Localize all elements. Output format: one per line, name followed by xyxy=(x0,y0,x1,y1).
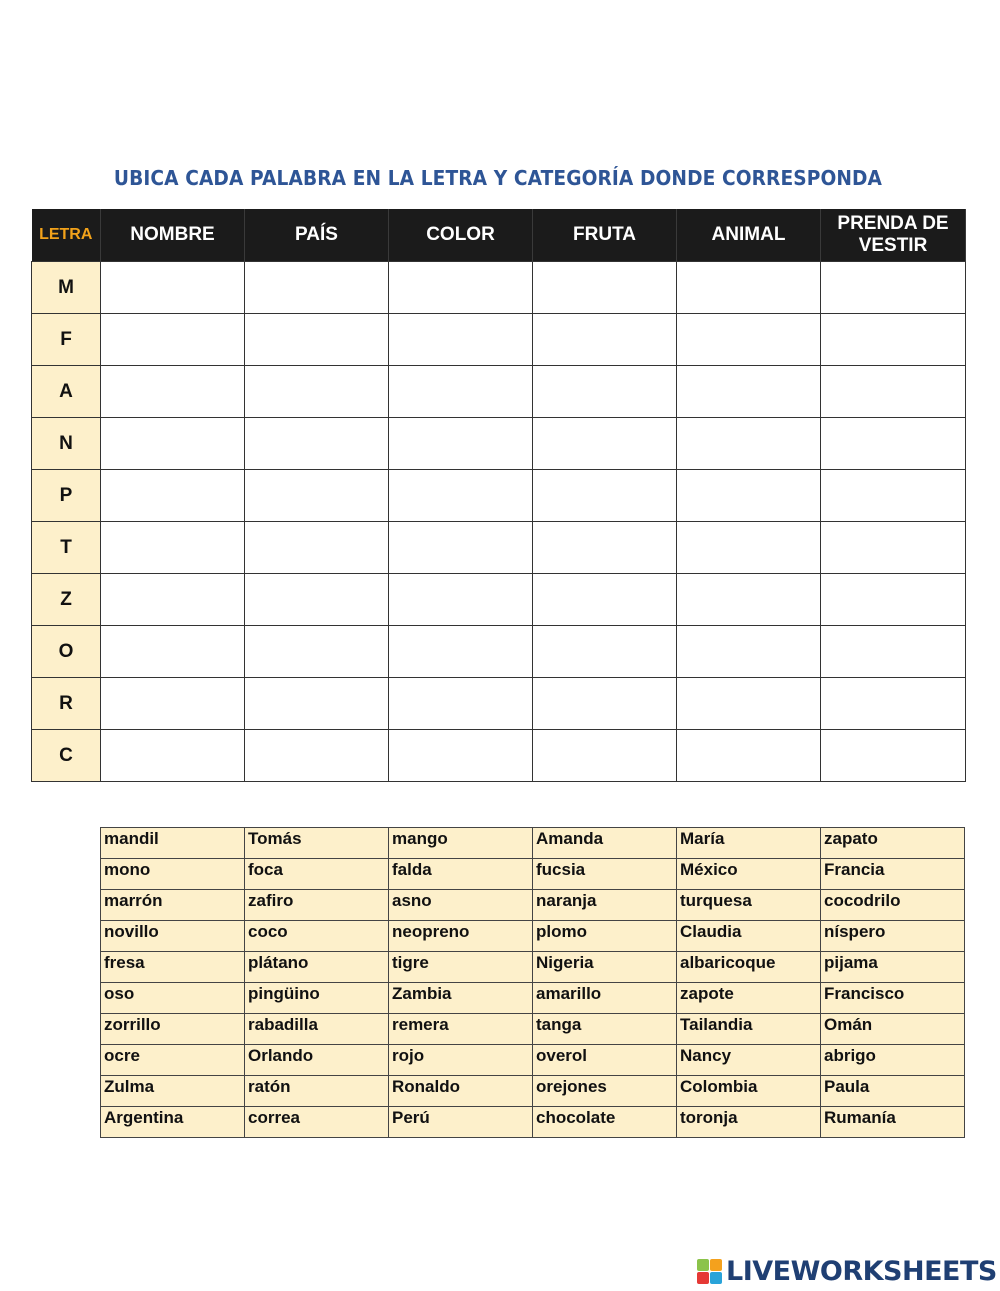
answer-cell[interactable] xyxy=(677,470,821,522)
word-bank-row xyxy=(101,1014,965,1045)
word-item[interactable]: Francisco xyxy=(821,983,965,1014)
word-item[interactable]: albaricoque xyxy=(677,952,821,983)
answer-cell[interactable] xyxy=(101,574,245,626)
answer-cell[interactable] xyxy=(677,678,821,730)
answer-cell[interactable] xyxy=(677,522,821,574)
answer-cell[interactable] xyxy=(533,262,677,314)
row-letter: R xyxy=(32,678,101,730)
answer-cell[interactable] xyxy=(389,470,533,522)
column-header: COLOR xyxy=(389,209,533,262)
word-item[interactable]: Zulma xyxy=(101,1076,245,1107)
answer-cell[interactable] xyxy=(101,730,245,782)
answer-cell[interactable] xyxy=(245,314,389,366)
grid-row xyxy=(32,522,966,574)
word-item[interactable]: amarillo xyxy=(533,983,677,1014)
answer-cell[interactable] xyxy=(533,366,677,418)
word-item[interactable]: zorrillo xyxy=(101,1014,245,1045)
word-item[interactable]: México xyxy=(677,859,821,890)
logo-mark-tile xyxy=(697,1259,709,1271)
answer-cell[interactable] xyxy=(677,314,821,366)
answer-cell[interactable] xyxy=(389,574,533,626)
word-item[interactable]: Francia xyxy=(821,859,965,890)
word-item[interactable]: níspero xyxy=(821,921,965,952)
word-item[interactable]: Tomás xyxy=(245,828,389,859)
grid-row xyxy=(32,366,966,418)
word-item[interactable]: neopreno xyxy=(389,921,533,952)
word-item[interactable]: Perú xyxy=(389,1107,533,1138)
word-bank-row xyxy=(101,1107,965,1138)
word-item[interactable]: ratón xyxy=(245,1076,389,1107)
word-item[interactable]: mandil xyxy=(101,828,245,859)
answer-cell[interactable] xyxy=(389,418,533,470)
answer-cell[interactable] xyxy=(101,366,245,418)
answer-cell[interactable] xyxy=(533,730,677,782)
answer-cell[interactable] xyxy=(677,366,821,418)
word-item[interactable]: toronja xyxy=(677,1107,821,1138)
word-bank-row xyxy=(101,1045,965,1076)
word-item[interactable]: Orlando xyxy=(245,1045,389,1076)
logo-text: LIVEWORKSHEETS xyxy=(726,1255,997,1287)
word-item[interactable]: Zambia xyxy=(389,983,533,1014)
word-item[interactable]: orejones xyxy=(533,1076,677,1107)
word-item[interactable]: rojo xyxy=(389,1045,533,1076)
grid-row xyxy=(32,314,966,366)
column-header: NOMBRE xyxy=(101,209,245,262)
word-item[interactable]: rabadilla xyxy=(245,1014,389,1045)
answer-cell[interactable] xyxy=(245,730,389,782)
word-item[interactable]: fucsia xyxy=(533,859,677,890)
column-header: PAÍS xyxy=(245,209,389,262)
word-bank-row xyxy=(101,1076,965,1107)
answer-cell[interactable] xyxy=(533,418,677,470)
column-header: ANIMAL xyxy=(677,209,821,262)
answer-cell[interactable] xyxy=(677,626,821,678)
word-item[interactable]: foca xyxy=(245,859,389,890)
word-item[interactable]: cocodrilo xyxy=(821,890,965,921)
answer-cell[interactable] xyxy=(101,626,245,678)
word-item[interactable]: tigre xyxy=(389,952,533,983)
word-item[interactable]: Claudia xyxy=(677,921,821,952)
grid-row xyxy=(32,626,966,678)
answer-cell[interactable] xyxy=(245,366,389,418)
word-item[interactable]: abrigo xyxy=(821,1045,965,1076)
column-header: PRENDA DE VESTIR xyxy=(821,209,966,262)
word-item[interactable]: fresa xyxy=(101,952,245,983)
answer-cell[interactable] xyxy=(533,470,677,522)
word-item[interactable]: tanga xyxy=(533,1014,677,1045)
answer-cell[interactable] xyxy=(245,574,389,626)
answer-cell[interactable] xyxy=(245,522,389,574)
grid-header-row xyxy=(32,209,966,262)
answer-cell[interactable] xyxy=(821,366,966,418)
liveworksheets-logo xyxy=(697,1254,997,1288)
answer-cell[interactable] xyxy=(677,262,821,314)
answer-cell[interactable] xyxy=(101,314,245,366)
word-bank-row xyxy=(101,859,965,890)
word-item[interactable]: ocre xyxy=(101,1045,245,1076)
row-letter: O xyxy=(32,626,101,678)
answer-cell[interactable] xyxy=(389,730,533,782)
answer-cell[interactable] xyxy=(245,678,389,730)
word-item[interactable]: plátano xyxy=(245,952,389,983)
answer-cell[interactable] xyxy=(389,262,533,314)
word-bank-row xyxy=(101,983,965,1014)
row-letter: C xyxy=(32,730,101,782)
row-letter: T xyxy=(32,522,101,574)
grid-row xyxy=(32,262,966,314)
answer-cell[interactable] xyxy=(389,314,533,366)
answer-cell[interactable] xyxy=(245,470,389,522)
grid-row xyxy=(32,730,966,782)
page-title: UBICA CADA PALABRA EN LA LETRA Y CATEGORÍA DONDE CORRESPONDA xyxy=(113,166,883,190)
answer-cell[interactable] xyxy=(389,366,533,418)
word-item[interactable]: Paula xyxy=(821,1076,965,1107)
answer-cell[interactable] xyxy=(101,418,245,470)
grid-row xyxy=(32,574,966,626)
word-item[interactable]: Argentina xyxy=(101,1107,245,1138)
answer-cell[interactable] xyxy=(533,522,677,574)
answer-cell[interactable] xyxy=(533,574,677,626)
word-item[interactable]: Colombia xyxy=(677,1076,821,1107)
row-letter: Z xyxy=(32,574,101,626)
word-bank xyxy=(100,827,965,1138)
word-item[interactable]: naranja xyxy=(533,890,677,921)
word-item[interactable]: novillo xyxy=(101,921,245,952)
word-item[interactable]: remera xyxy=(389,1014,533,1045)
word-item[interactable]: pijama xyxy=(821,952,965,983)
answer-cell[interactable] xyxy=(821,314,966,366)
word-bank-row xyxy=(101,890,965,921)
column-header-letra: LETRA xyxy=(32,209,101,262)
row-letter: A xyxy=(32,366,101,418)
word-item[interactable]: Tailandia xyxy=(677,1014,821,1045)
answer-cell[interactable] xyxy=(101,678,245,730)
word-item[interactable]: turquesa xyxy=(677,890,821,921)
answer-cell[interactable] xyxy=(101,470,245,522)
word-item[interactable]: coco xyxy=(245,921,389,952)
word-bank-row xyxy=(101,921,965,952)
grid-row xyxy=(32,470,966,522)
logo-mark-tile xyxy=(710,1272,722,1284)
word-item[interactable]: Ronaldo xyxy=(389,1076,533,1107)
answer-cell[interactable] xyxy=(389,626,533,678)
word-item[interactable]: zapote xyxy=(677,983,821,1014)
column-header: FRUTA xyxy=(533,209,677,262)
answer-cell[interactable] xyxy=(533,626,677,678)
word-bank-row xyxy=(101,828,965,859)
word-item[interactable]: pingüino xyxy=(245,983,389,1014)
word-item[interactable]: correa xyxy=(245,1107,389,1138)
word-item[interactable]: zafiro xyxy=(245,890,389,921)
answer-cell[interactable] xyxy=(677,418,821,470)
word-item[interactable]: mango xyxy=(389,828,533,859)
answer-cell[interactable] xyxy=(245,418,389,470)
word-item[interactable]: Omán xyxy=(821,1014,965,1045)
answer-cell[interactable] xyxy=(101,262,245,314)
answer-cell[interactable] xyxy=(677,730,821,782)
answer-cell[interactable] xyxy=(677,574,821,626)
word-item[interactable]: Nigeria xyxy=(533,952,677,983)
word-item[interactable]: zapato xyxy=(821,828,965,859)
word-item[interactable]: falda xyxy=(389,859,533,890)
answer-cell[interactable] xyxy=(821,574,966,626)
answer-cell[interactable] xyxy=(821,522,966,574)
answer-cell[interactable] xyxy=(821,730,966,782)
answer-cell[interactable] xyxy=(245,262,389,314)
logo-mark-icon xyxy=(697,1259,722,1284)
row-letter: M xyxy=(32,262,101,314)
answer-cell[interactable] xyxy=(821,678,966,730)
answer-grid xyxy=(31,209,966,782)
answer-cell[interactable] xyxy=(389,522,533,574)
word-item[interactable]: asno xyxy=(389,890,533,921)
answer-cell[interactable] xyxy=(821,418,966,470)
logo-mark-tile xyxy=(710,1259,722,1271)
word-item[interactable]: mono xyxy=(101,859,245,890)
answer-cell[interactable] xyxy=(821,262,966,314)
grid-row xyxy=(32,678,966,730)
answer-cell[interactable] xyxy=(821,626,966,678)
answer-cell[interactable] xyxy=(101,522,245,574)
word-item[interactable]: oso xyxy=(101,983,245,1014)
row-letter: P xyxy=(32,470,101,522)
word-item[interactable]: plomo xyxy=(533,921,677,952)
logo-mark-tile xyxy=(697,1272,709,1284)
answer-cell[interactable] xyxy=(245,626,389,678)
word-item[interactable]: Amanda xyxy=(533,828,677,859)
word-item[interactable]: marrón xyxy=(101,890,245,921)
answer-cell[interactable] xyxy=(533,678,677,730)
word-item[interactable]: Rumanía xyxy=(821,1107,965,1138)
answer-cell[interactable] xyxy=(821,470,966,522)
word-item[interactable]: overol xyxy=(533,1045,677,1076)
word-item[interactable]: chocolate xyxy=(533,1107,677,1138)
grid-row xyxy=(32,418,966,470)
word-item[interactable]: Nancy xyxy=(677,1045,821,1076)
word-item[interactable]: María xyxy=(677,828,821,859)
word-bank-row xyxy=(101,952,965,983)
answer-cell[interactable] xyxy=(533,314,677,366)
row-letter: F xyxy=(32,314,101,366)
answer-cell[interactable] xyxy=(389,678,533,730)
row-letter: N xyxy=(32,418,101,470)
